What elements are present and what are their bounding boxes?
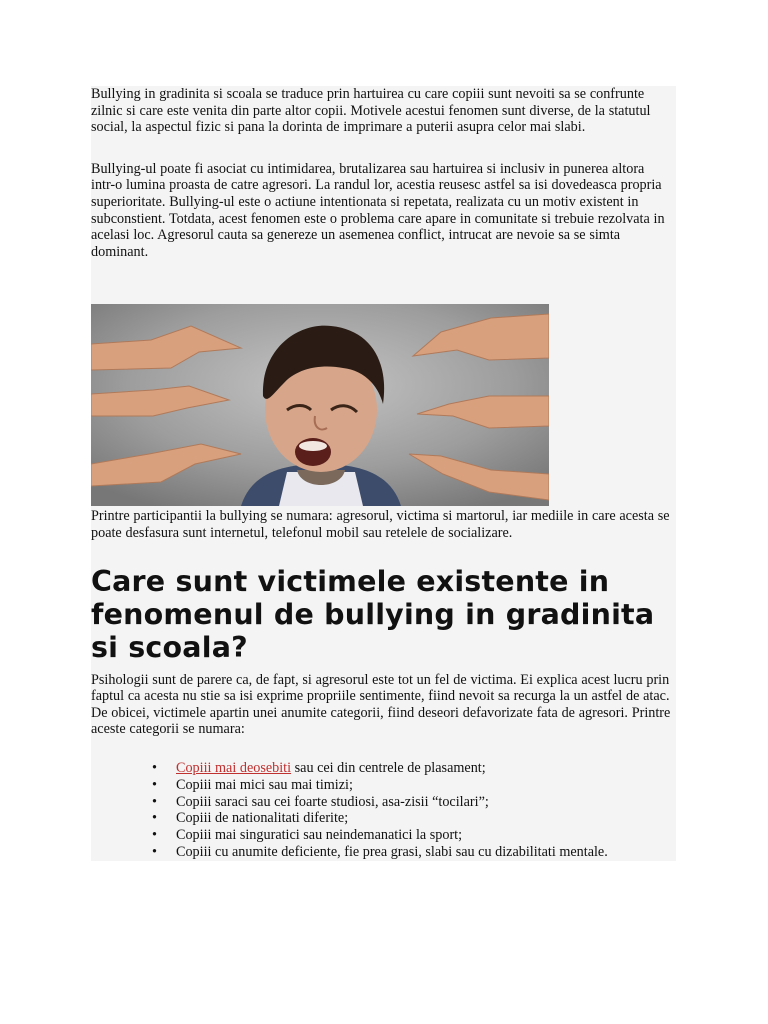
list-item-text: Copiii de nationalitati diferite; xyxy=(176,810,349,827)
participants-paragraph: Printre participantii la bullying se numara: agresorul, victima si martorul, iar mediile in care acesta se poate desfasura sunt internetul, telefonul mobil sau retelele de socializare. xyxy=(91,508,670,541)
section-heading: Care sunt victimele existente in fenomenul de bullying in gradinita si scoala? xyxy=(91,564,655,664)
bullet-icon: • xyxy=(152,793,157,810)
list-item xyxy=(152,759,676,777)
list-item-text: Copiii saraci sau cei foarte studiosi, asa-zisii “tocilari”; xyxy=(176,793,489,810)
bullet-icon: • xyxy=(152,810,157,827)
list-item-text: Copiii cu anumite deficiente, fie prea grasi, slabi sau cu dizabilitati mentale. xyxy=(176,843,608,860)
list-item xyxy=(152,827,676,844)
list-item xyxy=(152,776,676,794)
bullet-icon: • xyxy=(152,759,157,776)
list-item xyxy=(152,793,676,811)
bullet-icon: • xyxy=(152,827,157,844)
document-page xyxy=(91,86,676,861)
list-item-text: Copiii mai mici sau mai timizi; xyxy=(176,776,353,793)
definition-paragraph: Bullying-ul poate fi asociat cu intimidarea, brutalizarea sau hartuirea si inclusiv in punerea altora intr-o lumina proasta de catre agresori. La randul lor, acestia reusesc astfel sa isi dovedeasca propria superioritate. Bullying-ul este o actiune intentionata si repetata, realizata cu un motiv existent in subconstient. Totdata, acest fenomen este o problema care apare in comunitate si trebuie rezolvata in acelasi loc. Agresorul cauta sa genereze un asemenea conflict, intrucat are nevoie sa se simta dominant. xyxy=(91,160,665,260)
bullet-icon: • xyxy=(152,776,157,793)
crying-boy-photo xyxy=(91,304,549,506)
bullet-icon: • xyxy=(152,843,157,860)
list-item-text: Copiii mai singuratici sau neindemanatici la sport; xyxy=(176,827,463,844)
copiii-deosebiti-link[interactable]: Copiii mai deosebiti xyxy=(176,759,292,776)
list-item xyxy=(152,843,676,861)
victim-categories-list xyxy=(91,760,676,861)
psychologists-paragraph: Psihologii sunt de parere ca, de fapt, si agresorul este tot un fel de victima. Ei explica acest lucru prin faptul ca acesta nu stie sa isi exprime propriile sentimente, fiind nevoit sa recurga la un astfel de atac. De obicei, victimele apartin unei anumite categorii, fiind deseori defavorizate fata de agresori. Printre aceste categorii se numara: xyxy=(91,671,671,738)
intro-paragraph: Bullying in gradinita si scoala se traduce prin hartuirea cu care copiii sunt nevoiti sa se confrunte zilnic si care este venita din parte altor copii. Motivele acestui fenomen sunt diverse, de la statutul social, la aspectul fizic si pana la dorinta de imprimare a puterii asupra celor mai slabi. xyxy=(91,86,651,136)
list-item-text: sau cei din centrele de plasament; xyxy=(291,759,486,776)
list-item xyxy=(152,810,676,827)
